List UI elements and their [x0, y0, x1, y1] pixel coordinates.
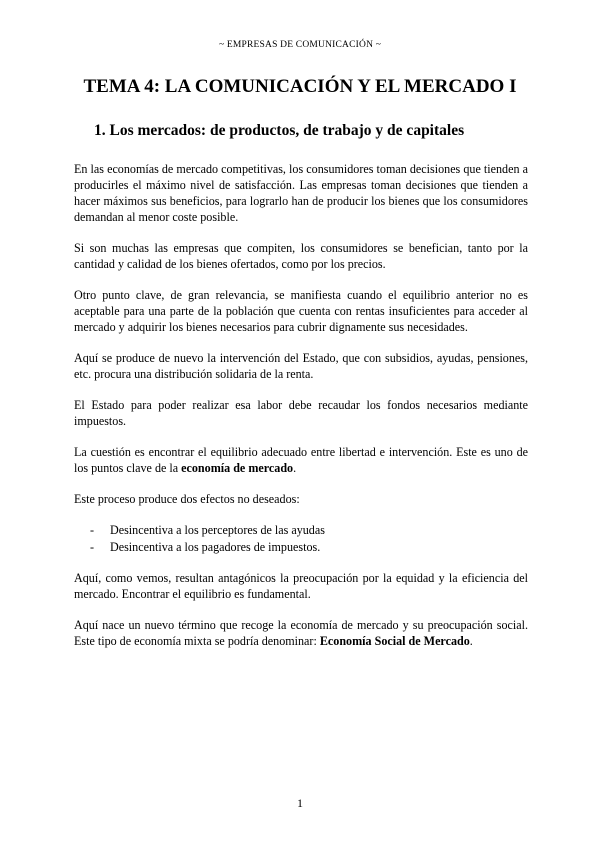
paragraph-9-text: Aquí nace un nuevo término que recoge la economía de mercado y su preocupación social. Este tipo de economía mixta se podría denominar:	[74, 618, 528, 648]
paragraph-7: Este proceso produce dos efectos no deseados:	[74, 492, 300, 506]
list-item	[74, 522, 528, 539]
paragraph-3: Otro punto clave, de gran relevancia, se manifiesta cuando el equilibrio anterior no es aceptable para una parte de la población que cuenta con rentas insuficientes para acceder al mercado y adquirir los bienes necesarios para cubrir dignamente sus necesidades.	[74, 288, 528, 334]
list-dash: -	[90, 523, 95, 537]
paragraph-8: Aquí, como vemos, resultan antagónicos la preocupación por la equidad y la eficiencia del mercado. Encontrar el equilibrio es fundamental.	[74, 571, 528, 601]
list-dash: -	[90, 539, 95, 554]
paragraph-9	[74, 617, 528, 649]
page-title: TEMA 4: LA COMUNICACIÓN Y EL MERCADO I	[83, 76, 517, 97]
paragraph-6	[74, 444, 528, 476]
paragraph-9-end: .	[469, 634, 473, 648]
paragraph-6-end: .	[293, 461, 297, 475]
paragraph-6-text: La cuestión es encontrar el equilibrio adecuado entre libertad e intervención. Este es uno de los puntos clave de la	[74, 445, 528, 475]
paragraph-2: Si son muchas las empresas que compiten, los consumidores se benefician, tanto por la cantidad y calidad de los bienes ofertados, como por los precios.	[74, 241, 528, 271]
paragraph-9-emphasis: Economía Social de Mercado	[319, 634, 470, 648]
paragraph-4: Aquí se produce de nuevo la intervención del Estado, que con subsidios, ayudas, pensiones, etc. procura una distribución solidaria de la renta.	[74, 351, 528, 381]
body-text	[74, 161, 528, 664]
effects-list	[74, 522, 528, 555]
paragraph-6-emphasis: economía de mercado	[181, 461, 294, 475]
page-number: 1	[297, 796, 303, 810]
paragraph-5: El Estado para poder realizar esa labor debe recaudar los fondos necesarios mediante impuestos.	[74, 398, 528, 428]
section-heading: 1. Los mercados: de productos, de trabajo y de capitales	[94, 122, 465, 139]
running-header: ~ EMPRESAS DE COMUNICACIÓN ~	[218, 40, 382, 50]
paragraph-1: En las economías de mercado competitivas, los consumidores toman decisiones que tienden a producirles el máximo nivel de satisfacción. Las empresas toman decisiones que tienden a hacer máximos sus beneficios, para lograrlo han de producir los bienes que los consumidores demandan al menor coste posible.	[74, 162, 528, 224]
list-item	[74, 539, 528, 556]
list-item-text: Desincentiva a los perceptores de las ayudas	[110, 523, 325, 537]
list-item-text: Desincentiva a los pagadores de impuestos.	[110, 539, 321, 554]
